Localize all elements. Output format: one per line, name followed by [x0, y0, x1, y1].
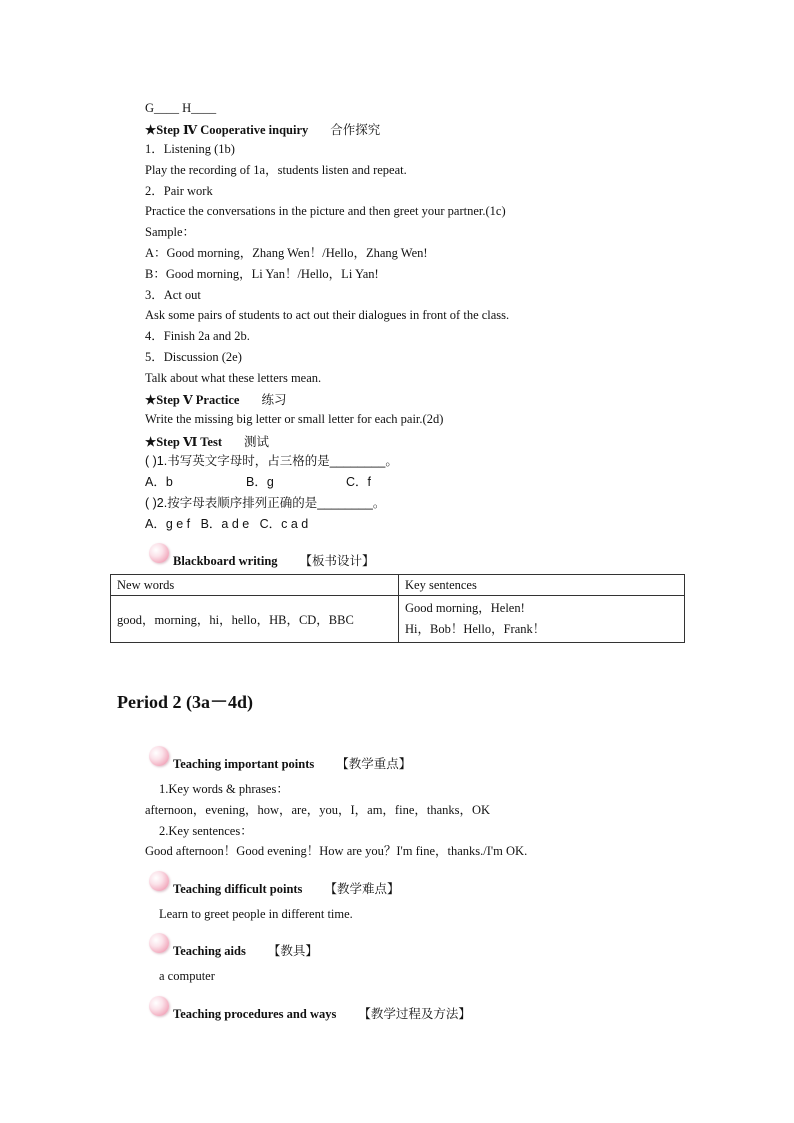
step4-cn: 合作探究	[330, 123, 381, 137]
step4-line-4: Sample：	[145, 225, 195, 239]
period-2-title: Period 2 (3a－4d)	[117, 692, 253, 712]
aids-line: a computer	[159, 969, 215, 983]
key-words-label: 1.Key words & phrases：	[159, 782, 289, 796]
col2-header: Key sentences	[399, 575, 685, 596]
test-q1-option-a: A．b	[145, 475, 173, 489]
aids-cn: 【教具】	[267, 944, 318, 958]
difficult-cn: 【教学难点】	[324, 882, 400, 896]
step6-heading	[145, 432, 269, 450]
step4-line-5: A：Good morning，Zhang Wen！/Hello，Zhang Wen!	[145, 246, 428, 260]
step4-heading	[145, 120, 380, 138]
test-q1-option-c: C．f	[346, 475, 372, 489]
step4-line-3: Practice the conversations in the picture and then greet your partner.(1c)	[145, 204, 506, 218]
step5-cn: 练习	[261, 393, 287, 407]
step4-line-11: Talk about what these letters mean.	[145, 371, 322, 385]
step4-line-1: Play the recording of 1a，students listen and repeat.	[145, 163, 407, 177]
procedures-title: Teaching procedures and ways	[173, 1007, 337, 1021]
difficult-title: Teaching difficult points	[173, 882, 303, 896]
important-cn: 【教学重点】	[336, 757, 412, 771]
step4-line-2: 2．Pair work	[145, 184, 213, 198]
step5-title: ★Step Ⅴ Practice	[145, 393, 240, 407]
sentence-1: Good morning，Helen!	[405, 601, 525, 615]
step4-line-7: 3．Act out	[145, 288, 201, 302]
step5-heading	[145, 390, 287, 408]
key-sentences: Good afternoon！Good evening！How are you？I'm fine，thanks./I'm OK.	[145, 844, 528, 858]
test-q1-option-b: B．g	[246, 475, 274, 489]
blackboard-table	[110, 574, 685, 643]
pink-orb-icon	[149, 746, 169, 766]
test-q2: ( )2.按字母表顺序排列正确的是________。	[145, 496, 386, 510]
aids-heading	[173, 941, 318, 959]
pink-orb-icon	[149, 871, 169, 891]
step4-line-10: 5．Discussion (2e)	[145, 350, 242, 364]
difficult-line: Learn to greet people in different time.	[159, 907, 353, 921]
procedures-heading	[173, 1004, 471, 1022]
step4-line-0: 1．Listening (1b)	[145, 142, 235, 156]
step6-cn: 测试	[243, 435, 269, 449]
blackboard-heading	[173, 551, 375, 569]
pink-orb-icon	[149, 543, 169, 563]
test-q1: ( )1.书写英文字母时，占三格的是________。	[145, 454, 398, 468]
step4-line-6: B：Good morning，Li Yan！/Hello，Li Yan!	[145, 267, 379, 281]
key-words: afternoon，evening，how，are，you，I，am，fine，thanks，OK	[145, 803, 491, 817]
words-cell: good，morning，hi，hello，HB，CD，BBC	[111, 596, 399, 643]
pink-orb-icon	[149, 933, 169, 953]
step5-line: Write the missing big letter or small letter for each pair.(2d)	[145, 412, 444, 426]
important-title: Teaching important points	[173, 757, 315, 771]
important-heading	[173, 754, 411, 772]
sentences-cell	[399, 596, 685, 643]
step4-line-8: Ask some pairs of students to act out their dialogues in front of the class.	[145, 308, 510, 322]
aids-title: Teaching aids	[173, 944, 246, 958]
blackboard-title: Blackboard writing	[173, 554, 278, 568]
key-sentences-label: 2.Key sentences：	[159, 824, 253, 838]
difficult-heading	[173, 879, 399, 897]
step4-title: ★Step Ⅳ Cooperative inquiry	[145, 123, 309, 137]
col1-header: New words	[111, 575, 399, 596]
top-line: G____ H____	[145, 101, 217, 115]
step4-line-9: 4．Finish 2a and 2b.	[145, 329, 250, 343]
sentence-2: Hi，Bob！Hello，Frank！	[405, 622, 546, 636]
step6-title: ★Step Ⅵ Test	[145, 435, 222, 449]
pink-orb-icon	[149, 996, 169, 1016]
blackboard-cn: 【板书设计】	[299, 554, 375, 568]
procedures-cn: 【教学过程及方法】	[358, 1007, 471, 1021]
test-q2-options: A．g e f B．a d e C．c a d	[145, 517, 309, 531]
